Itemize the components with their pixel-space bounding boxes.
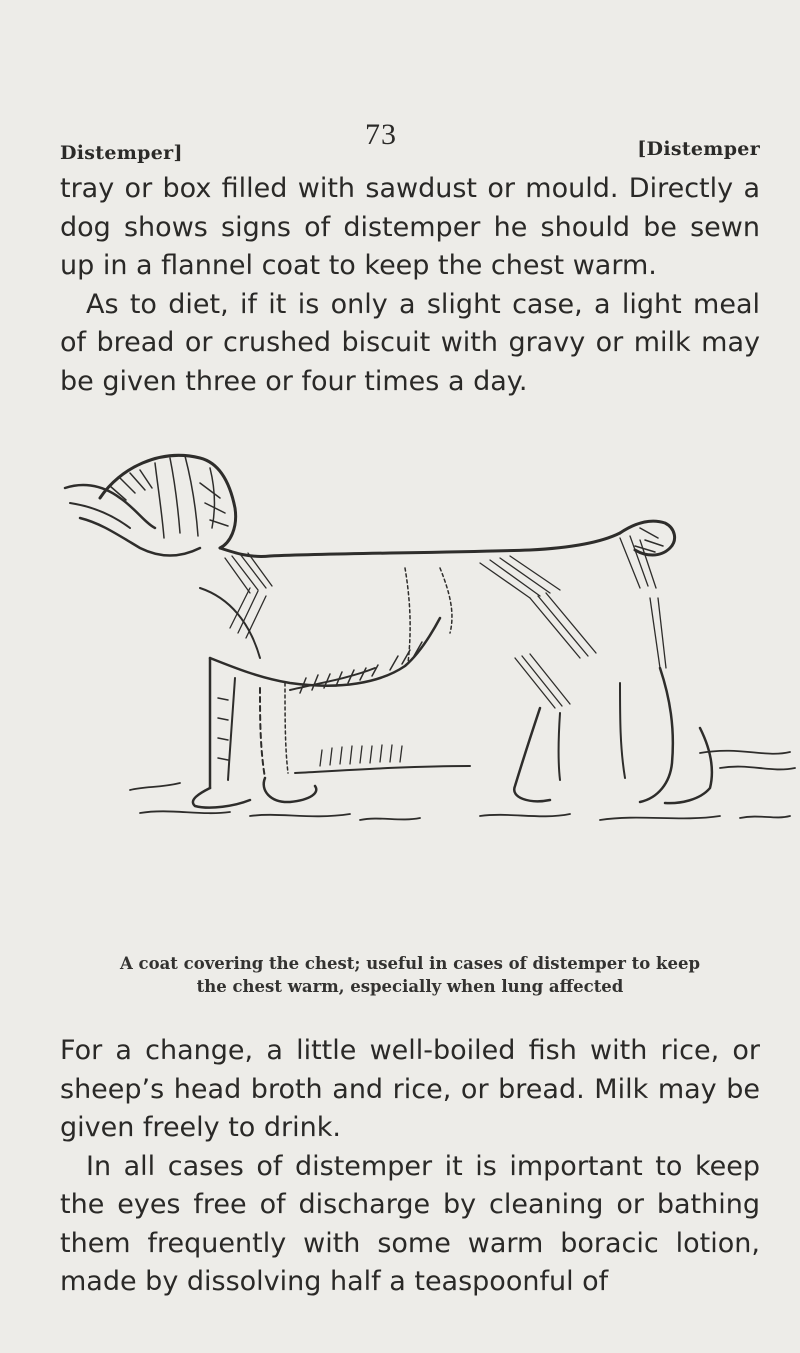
dog-head bbox=[65, 455, 236, 555]
page-header bbox=[60, 118, 760, 168]
paragraph: For a change, a little well-boiled fish with rice, or sheep’s head broth and rice, or bread. Milk may be given freely to drink. bbox=[60, 1035, 760, 1143]
body-text-top bbox=[60, 170, 760, 401]
belly-line bbox=[295, 766, 470, 773]
flannel-coat bbox=[200, 568, 452, 778]
dog-coat-illustration bbox=[60, 428, 800, 828]
front-legs bbox=[193, 658, 316, 808]
page-number: 73 bbox=[365, 118, 397, 151]
caption-line: the chest warm, especially when lung affected bbox=[196, 977, 624, 996]
paragraph: tray or box filled with sawdust or mould. Directly a dog shows signs of distemper he should be sewn up in a flannel coat to keep the chest warm. bbox=[60, 173, 760, 281]
caption-line: A coat covering the chest; useful in cases of distemper to keep bbox=[120, 954, 700, 973]
paragraph: As to diet, if it is only a slight case, a light meal of bread or crushed biscuit with gravy or milk may be given three or four times a day. bbox=[60, 288, 760, 397]
dog-back bbox=[220, 533, 620, 556]
body-text-bottom bbox=[60, 1032, 760, 1302]
figure-caption bbox=[60, 952, 760, 998]
hind-legs bbox=[514, 668, 712, 803]
running-head-left: Distemper] bbox=[60, 142, 183, 164]
paragraph: In all cases of distemper it is important to keep the eyes free of discharge by cleaning or bathing them frequently with some warm boracic lotion, made by dissolving half a teaspoonful of bbox=[60, 1150, 760, 1297]
running-head-right: [Distemper bbox=[637, 138, 760, 160]
